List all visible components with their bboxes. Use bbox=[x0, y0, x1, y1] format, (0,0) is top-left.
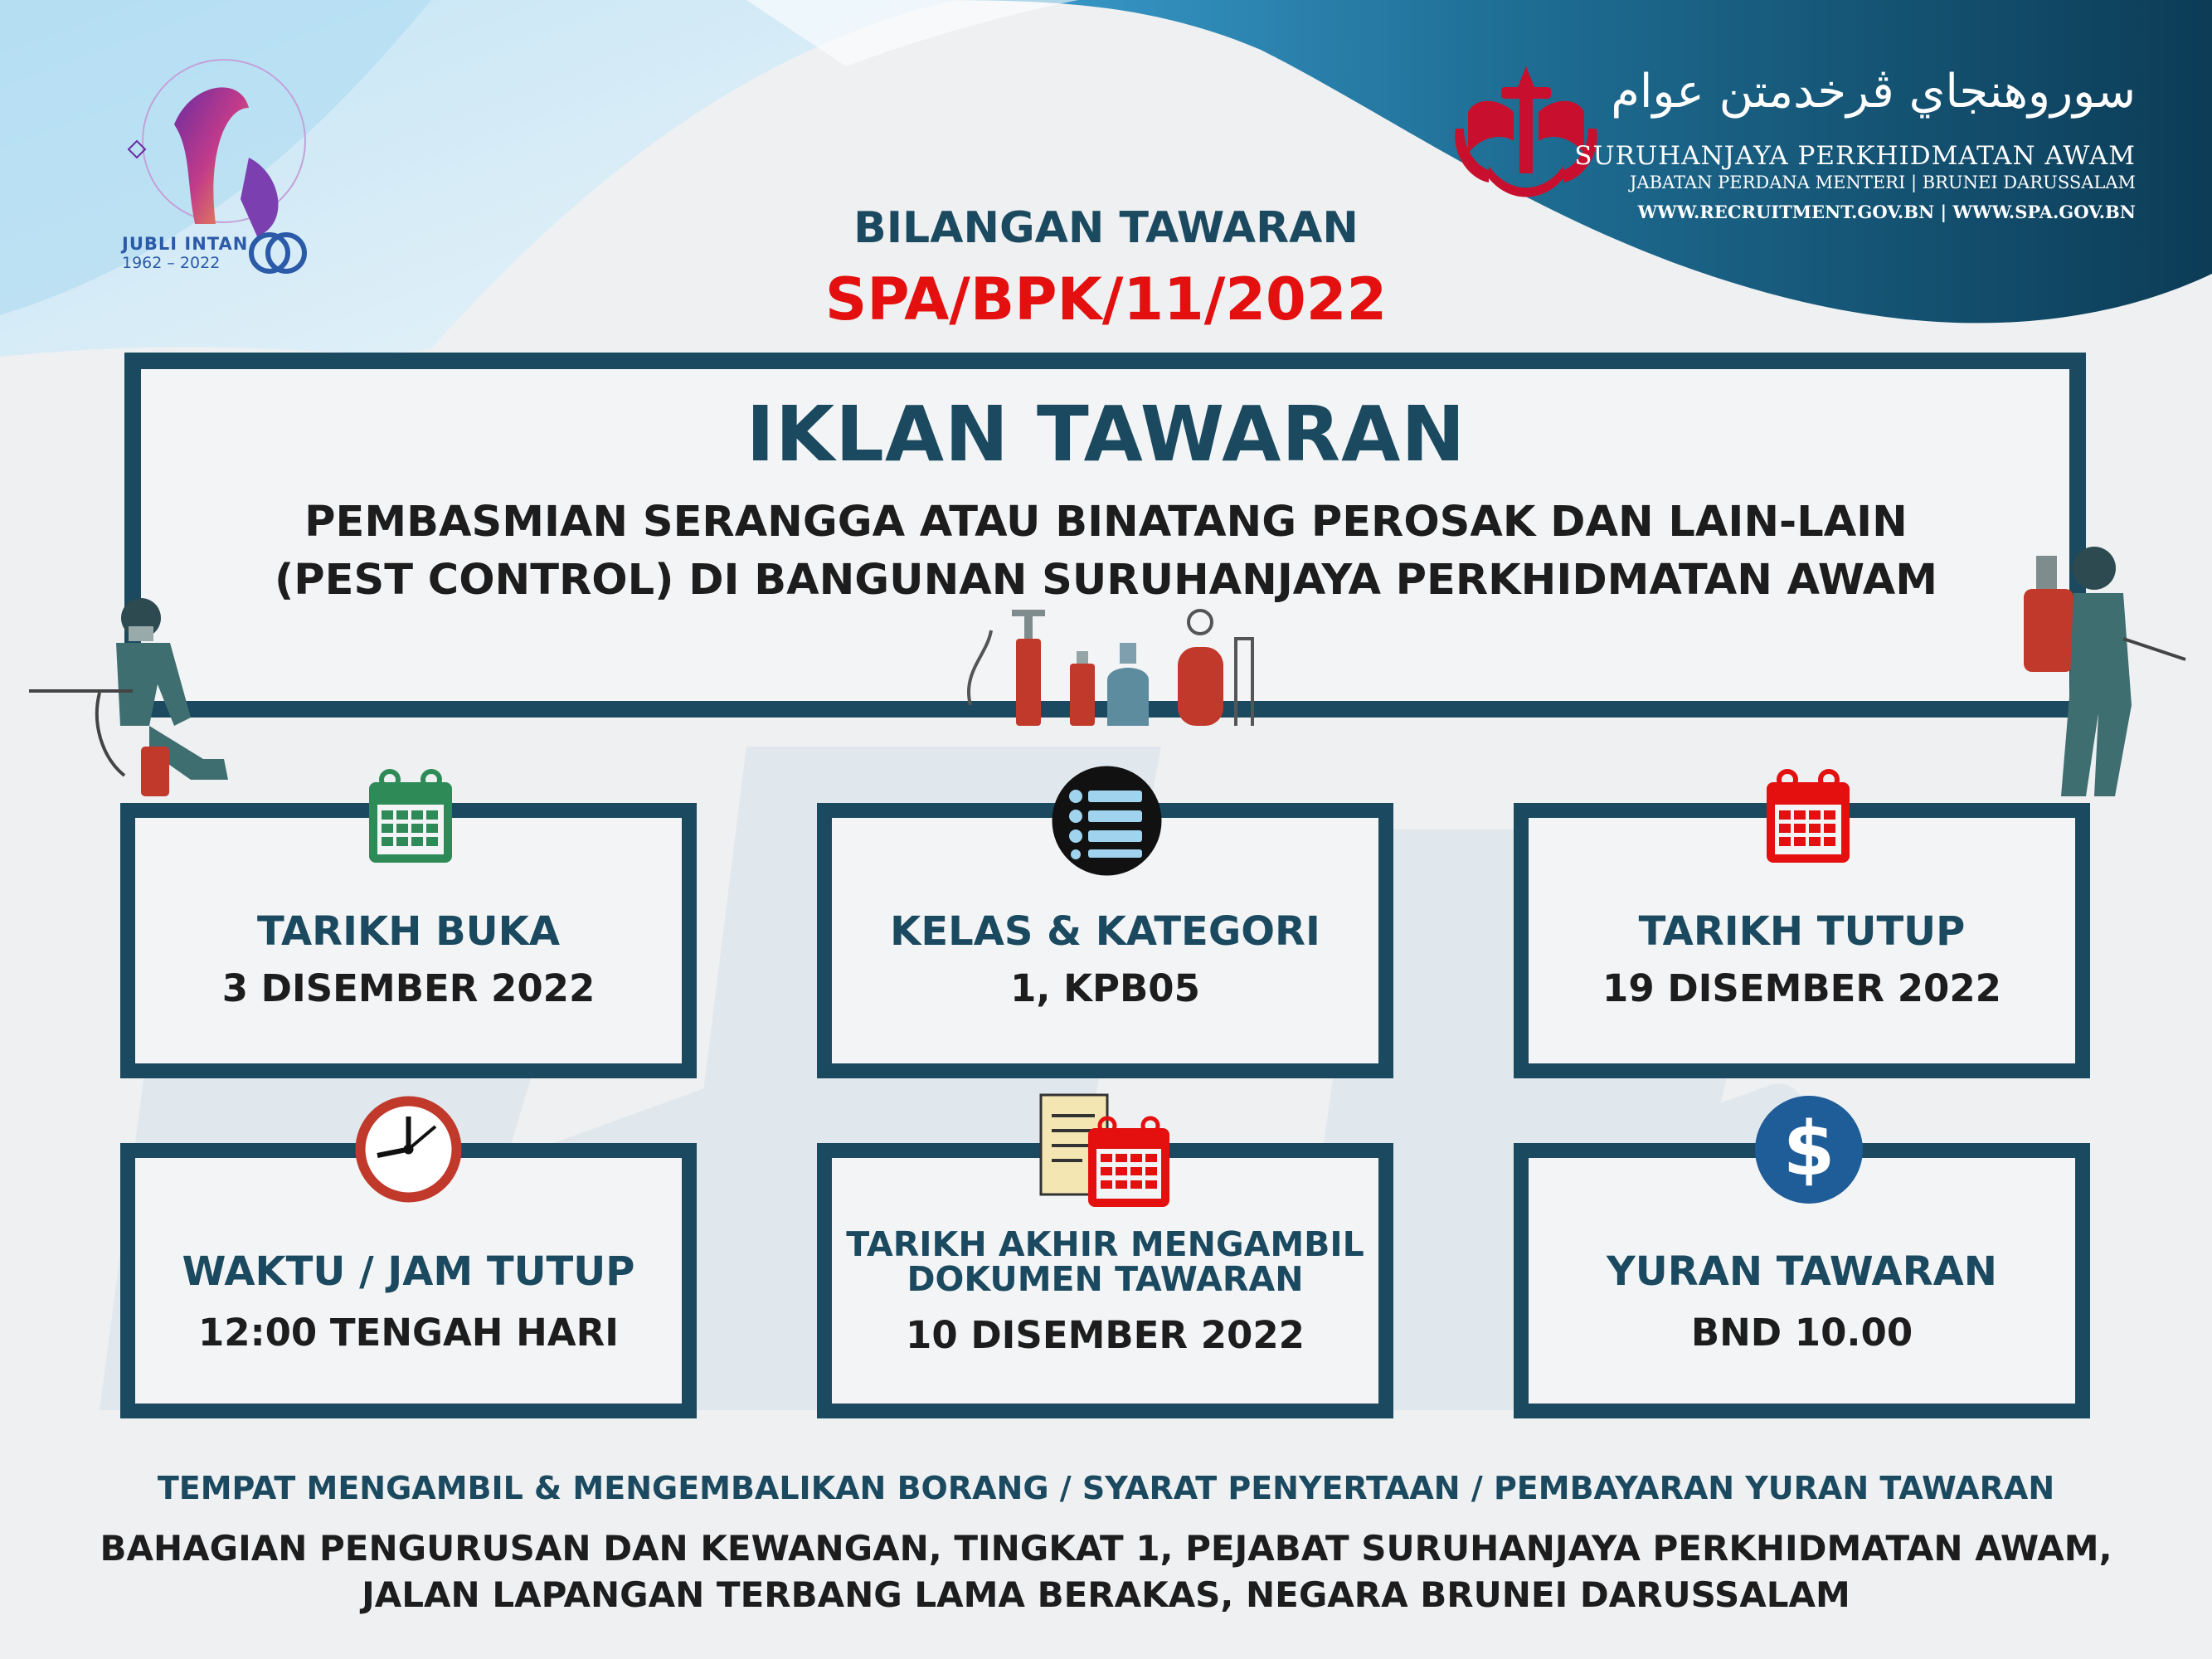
calendar-red-icon bbox=[1762, 767, 1854, 867]
class-category-value: 1, KPB05 bbox=[1010, 966, 1200, 1010]
spa-org-name: SURUHANJAYA PERKHIDMATAN AWAM bbox=[1574, 141, 2136, 171]
list-icon bbox=[1051, 765, 1163, 877]
document-deadline-title-line1: TARIKH AKHIR MENGAMBIL bbox=[846, 1224, 1364, 1264]
jubli-years: 1962 – 2022 bbox=[122, 254, 221, 272]
calendar-green-icon bbox=[365, 767, 456, 867]
document-deadline-value: 10 DISEMBER 2022 bbox=[906, 1313, 1305, 1357]
advert-title: IKLAN TAWARAN bbox=[746, 390, 1466, 479]
address-line2: JALAN LAPANGAN TERBANG LAMA BERAKAS, NEGARA BRUNEI DARUSSALAM bbox=[362, 1574, 1850, 1615]
close-date-title: TARIKH TUTUP bbox=[1638, 908, 1966, 955]
spa-websites: WWW.RECRUITMENT.GOV.BN | WWW.SPA.GOV.BN bbox=[1637, 202, 2136, 222]
advert-subtitle-line2: (PEST CONTROL) DI BANGUNAN SURUHANJAYA PERKHIDMATAN AWAM bbox=[274, 556, 1938, 605]
spa-department: JABATAN PERDANA MENTERI | BRUNEI DARUSSALAM bbox=[1630, 173, 2136, 192]
dollar-symbol: $ bbox=[1782, 1106, 1835, 1193]
document-deadline-title-line2: DOKUMEN TAWARAN bbox=[907, 1259, 1304, 1299]
address-line1: BAHAGIAN PENGURUSAN DAN KEWANGAN, TINGKAT 1, PEJABAT SURUHANJAYA PERKHIDMATAN AWAM, bbox=[100, 1528, 2112, 1569]
pest-equipment-icon bbox=[954, 606, 1286, 730]
advert-subtitle-line1: PEMBASMIAN SERANGGA ATAU BINATANG PEROSAK DAN LAIN-LAIN bbox=[304, 498, 1908, 547]
dollar-icon bbox=[1754, 1095, 1864, 1204]
spa-jawi-name: سوروهنجاي ڤرخدمتن عوام bbox=[1611, 65, 2136, 119]
offer-label: BILANGAN TAWARAN bbox=[853, 203, 1359, 253]
open-date-value: 3 DISEMBER 2022 bbox=[221, 966, 596, 1010]
brunei-crest-icon bbox=[1451, 62, 1601, 203]
close-time-value: 12:00 TENGAH HARI bbox=[198, 1311, 619, 1355]
clock-icon bbox=[352, 1093, 464, 1205]
jubli-label: JUBLI INTAN bbox=[122, 234, 249, 254]
class-category-title: KELAS & KATEGORI bbox=[890, 908, 1320, 955]
worker-right-icon bbox=[1999, 539, 2190, 805]
offer-reference: SPA/BPK/11/2022 bbox=[824, 265, 1388, 333]
fee-value: BND 10.00 bbox=[1690, 1311, 1913, 1355]
place-heading: TEMPAT MENGAMBIL & MENGEMBALIKAN BORANG / SYARAT PENYERTAAN / PEMBAYARAN YURAN TAWARAN bbox=[157, 1470, 2055, 1506]
close-date-value: 19 DISEMBER 2022 bbox=[1602, 966, 2001, 1010]
close-time-title: WAKTU / JAM TUTUP bbox=[182, 1248, 635, 1295]
fee-title: YURAN TAWARAN bbox=[1607, 1248, 1997, 1295]
document-calendar-icon bbox=[1037, 1091, 1174, 1211]
open-date-title: TARIKH BUKA bbox=[257, 908, 560, 955]
worker-left-icon bbox=[25, 593, 241, 805]
